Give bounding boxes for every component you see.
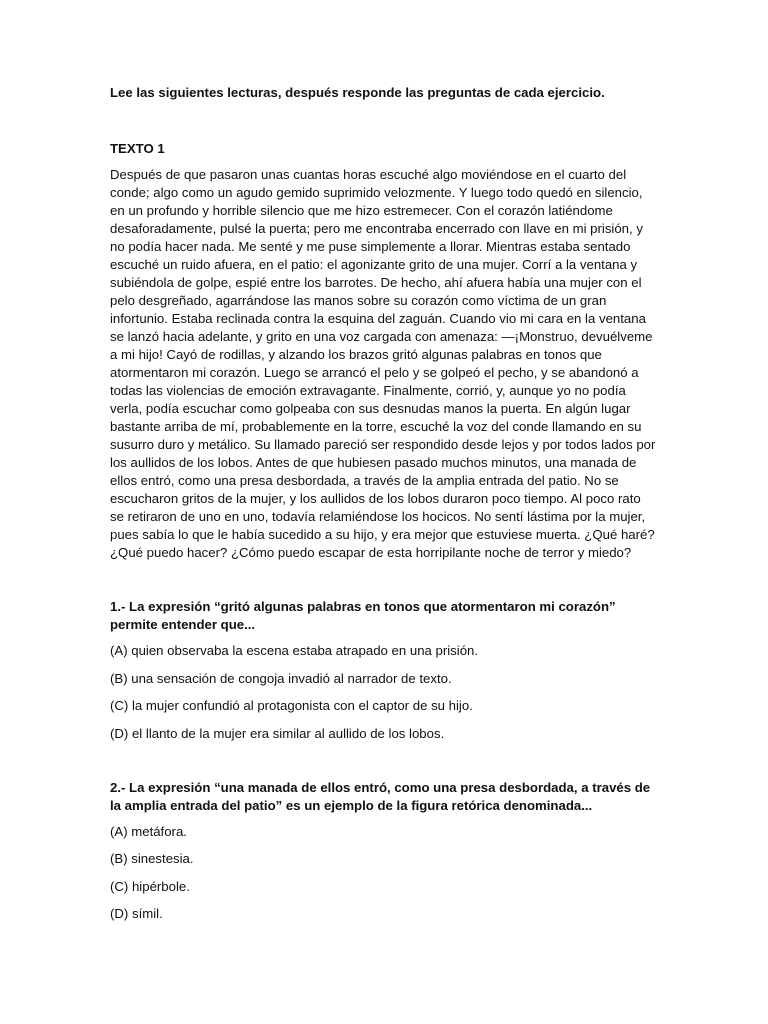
question-2 (110, 779, 658, 924)
question-1-stem: 1.- La expresión “gritó algunas palabras en tonos que atormentaron mi corazón” permite entender que... (110, 599, 616, 632)
question-1-option-a: (A) quien observaba la escena estaba atrapado en una prisión. (110, 643, 479, 658)
question-2-stem: 2.- La expresión “una manada de ellos entró, como una presa desbordada, a través de la amplia entrada del patio” es un ejemplo de la figura retórica denominada... (110, 779, 651, 813)
question-1-option-c: (C) la mujer confundió al protagonista con el captor de su hijo. (110, 698, 473, 713)
question-1-option-d: (D) el llanto de la mujer era similar al aullido de los lobos. (110, 725, 445, 741)
question-2-option-a: (A) metáfora. (110, 823, 187, 839)
question-2-option-b: (B) sinestesia. (110, 851, 194, 866)
question-1 (110, 598, 658, 743)
text-1-passage: Después de que pasaron unas cuantas horas escuché algo moviéndose en el cuarto del conde; algo como un agudo gemido suprimido velozmente. Y luego todo quedó en silencio, en un profundo y horrible silencio que me hizo estremecer. Con el corazón latiéndome desaforadamente, pulsé la puerta; pero me encontraba encerrado con llave en mi prisión, y no podía hacer nada. Me senté y me puse simplemente a llorar. Mientras estaba sentado escuché un ruido afuera, en el patio: el agonizante grito de una mujer. Corrí a la ventana y subiéndola de golpe, espié entre los barrotes. De hecho, ahí afuera había una mujer con el pelo desgreñado, agarrándose las manos sobre su corazón como víctima de un gran infortunio. Estaba reclinada contra la esquina del zaguán. Cuando vio mi cara en la ventana se lanzó hacia adelante, y grito en una voz cargada con amenaza: —¡Monstruo, devuélveme a mi hijo! Cayó de rodillas, y alzando los brazos gritó algunas palabras en tonos que atormentaron mi corazón. Luego se arrancó el pelo y se golpeó el pecho, y se abandonó a todas las violencias de emoción extravagante. Finalmente, corrió, y, aunque yo no podía verla, podía escuchar como golpeaba con sus desnudas manos la puerta. En algún lugar bastante arriba de mí, probablemente en la torre, escuché la voz del conde llamando en su susurro duro y metálico. Su llamado pareció ser respondido desde lejos y por todos lados por los aullidos de los lobos. Antes de que hubiesen pasado muchos minutos, una manada de ellos entró, como una presa desbordada, a través de la amplia entrada del patio. No se escucharon gritos de la mujer, y los aullidos de los lobos duraron poco tiempo. Al poco rato se retiraron de uno en uno, todavía relamiéndose los hocicos. No sentí lástima por la mujer, pues sabía lo que le había sucedido a su hijo, y era mejor que estuviese muerta. ¿Qué haré? ¿Qué puedo hacer? ¿Cómo puedo escapar de esta horripilante noche de terror y miedo? (110, 167, 656, 560)
question-1-option-b: (B) una sensación de congoja invadió al narrador de texto. (110, 670, 452, 686)
question-2-option-c: (C) hipérbole. (110, 878, 190, 894)
question-2-option-d: (D) símil. (110, 906, 163, 921)
text-1-title: TEXTO 1 (110, 141, 165, 156)
instructions: Lee las siguientes lecturas, después responde las preguntas de cada ejercicio. (110, 85, 605, 100)
